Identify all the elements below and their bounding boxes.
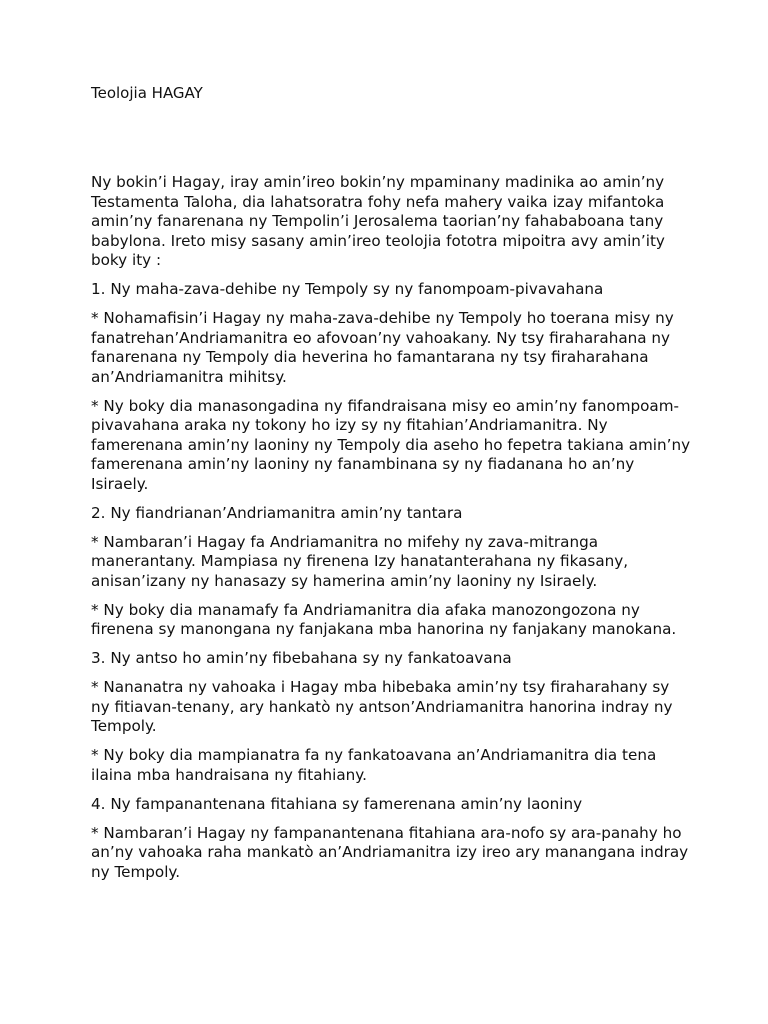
section-heading-4: 4. Ny fampanantenana fitahiana sy famerenana amin’ny laoniny (91, 794, 583, 813)
intro-paragraph: Ny bokin’i Hagay, iray amin’ireo bokin’ny mpaminany madinika ao amin’ny Testamenta Taloha, dia lahatsoratra fohy nefa mahery vaika izay mifantoka amin’ny fanarenana ny Tempolin’i Jerosalema taorian’ny fahababoana tany babylona. Ireto misy sasany amin’ireo teolojia fototra mipoitra avy amin’ity boky ity : (91, 173, 665, 269)
document-page (91, 83, 691, 892)
bullet-paragraph: * Nananatra ny vahoaka i Hagay mba hibebaka amin’ny tsy firaharahany sy ny fitiavan-tenany, ary hankatò ny antson’Andriamanitra hanorina indray ny Tempoly. (91, 678, 673, 735)
bullet-paragraph: * Ny boky dia manasongadina ny fifandraisana misy eo amin’ny fanompoam-pivavahana araka ny tokony ho izy sy ny fitahian’Andriamanitra. Ny famerenana amin’ny laoniny ny Tempoly dia aseho ho fepetra takiana amin’ny famerenana amin’ny laoniny ny fanambinana sy ny fiadanana ho an’ny Isiraely. (91, 396, 691, 493)
bullet-paragraph: * Nambaran’i Hagay ny fampanantenana fitahiana ara-nofo sy ara-panahy ho an’ny vahoaka raha mankatò an’Andriamanitra izy ireo ary manangana indray ny Tempoly. (91, 823, 689, 881)
bullet-paragraph: * Nambaran’i Hagay fa Andriamanitra no mifehy ny zava-mitranga manerantany. Mampiasa ny firenena Izy hanatanterahana ny fikasany, anisan’izany ny hanasazy sy hamerina amin’ny laoniny ny Isiraely. (91, 532, 629, 590)
document-title: Teolojia HAGAY (91, 84, 203, 102)
bullet-paragraph: * Ny boky dia mampianatra fa ny fankatoavana an’Andriamanitra dia tena ilaina mba handraisana ny fitahiany. (91, 746, 657, 784)
section-heading-1: 1. Ny maha-zava-dehibe ny Tempoly sy ny fanompoam-pivavahana (91, 280, 604, 298)
bullet-paragraph: * Ny boky dia manamafy fa Andriamanitra dia afaka manozongozona ny firenena sy manongana ny fanjakana mba hanorina ny fanjakany manokana. (91, 600, 677, 638)
section-heading-3: 3. Ny antso ho amin’ny fibebahana sy ny fankatoavana (91, 649, 512, 667)
section-heading-2: 2. Ny fiandrianan’Andriamanitra amin’ny tantara (91, 503, 463, 522)
bullet-paragraph: * Nohamafisin’i Hagay ny maha-zava-dehibe ny Tempoly ho toerana misy ny fanatrehan’Andriamanitra eo afovoan’ny vahoakany. Ny tsy firaharahana ny fanarenana ny Tempoly dia heverina ho famantarana ny tsy firaharahana an’Andriamanitra mihitsy. (91, 309, 674, 386)
